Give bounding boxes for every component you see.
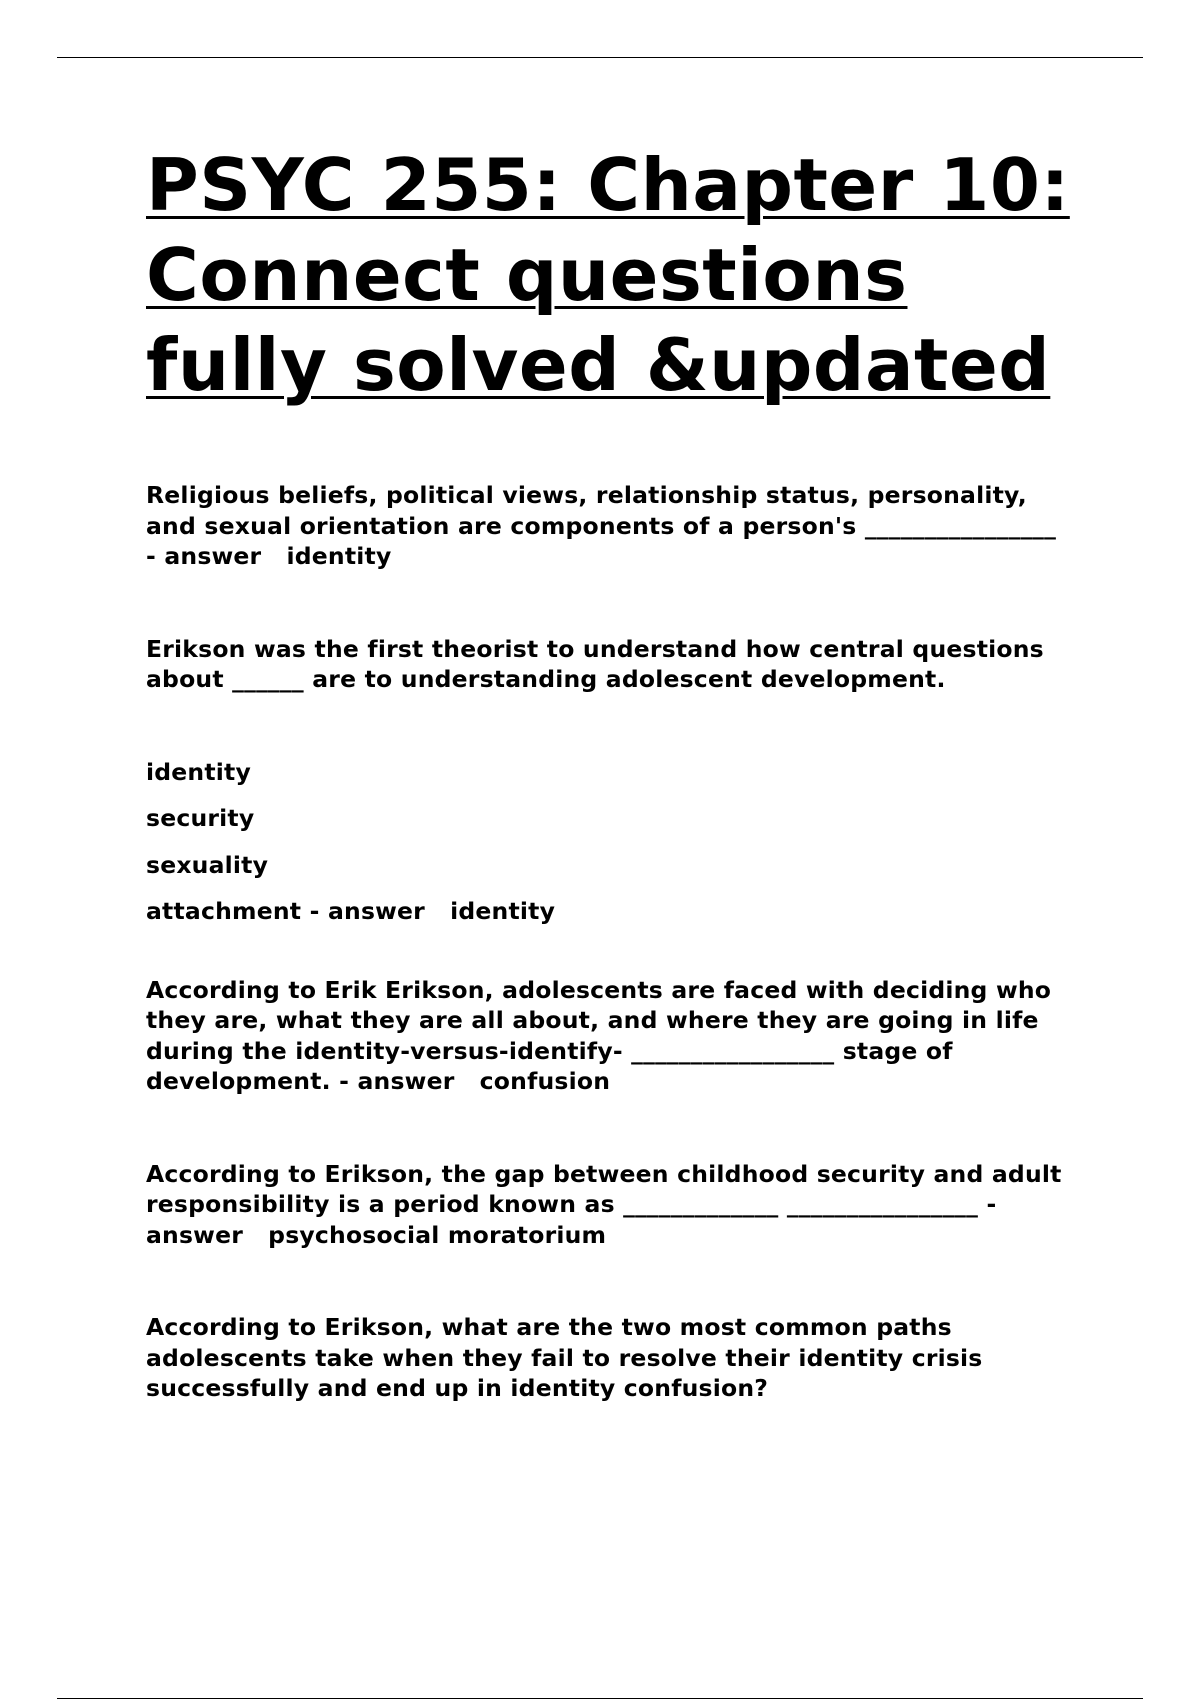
option-item: sexuality [146,850,269,879]
question-line: about ______ are to understanding adolescent development. [146,665,946,693]
question-line: adolescents take when they fail to resolve their identity crisis [146,1343,983,1372]
question-line-with-answer [146,1220,1096,1251]
title-line: fully solved &updated [146,323,1051,407]
question-line: responsibility is a period known as _____________ ________________ - [146,1190,997,1218]
question-line: According to Erikson, the gap between childhood security and adult [146,1159,1062,1188]
title-line: PSYC 255: Chapter 10: [146,143,1070,227]
answer-prefix: - answer [309,897,425,925]
answer-prefix: - answer [146,542,262,570]
option-item-with-answer [146,896,1096,927]
question-line: during the identity-versus-identify- _________________ stage of [146,1036,953,1065]
top-rule [57,57,1143,58]
option-item: security [146,804,255,832]
question-block-identity-components [146,480,1096,572]
question-line: they are, what they are all about, and where they are going in life [146,1006,1039,1034]
question-block-moratorium [146,1159,1096,1251]
answer-text: confusion [479,1067,611,1095]
question-line: successfully and end up in identity confusion? [146,1374,769,1402]
answer-options [146,757,1096,927]
question-line-with-answer [146,1066,1096,1097]
answer-text: identity [450,897,556,925]
document-title [146,140,1096,410]
answer-prefix: - answer [339,1067,455,1095]
answer-text: identity [286,542,392,570]
answer-line [146,541,1096,572]
bottom-rule [57,1698,1143,1699]
document-body [146,140,1096,1404]
question-line: Religious beliefs, political views, relationship status, personality, [146,481,1027,509]
question-line: development. [146,1067,331,1095]
question-line: answer [146,1220,244,1249]
option-item: attachment [146,897,302,925]
question-line: According to Erik Erikson, adolescents are faced with deciding who [146,975,1052,1004]
question-line: According to Erikson, what are the two most common paths [146,1313,952,1341]
question-line: and sexual orientation are components of a person's ________________ [146,511,1057,540]
question-block-identity-confusion-paths [146,1312,1096,1404]
answer-text: psychosocial moratorium [268,1220,607,1249]
question-block-identity-versus [146,975,1096,1097]
question-block-erikson-first-theorist [146,634,1096,695]
title-line: Connect questions [146,233,908,317]
question-line: Erikson was the first theorist to understand how central questions [146,634,1044,663]
option-item: identity [146,757,251,786]
